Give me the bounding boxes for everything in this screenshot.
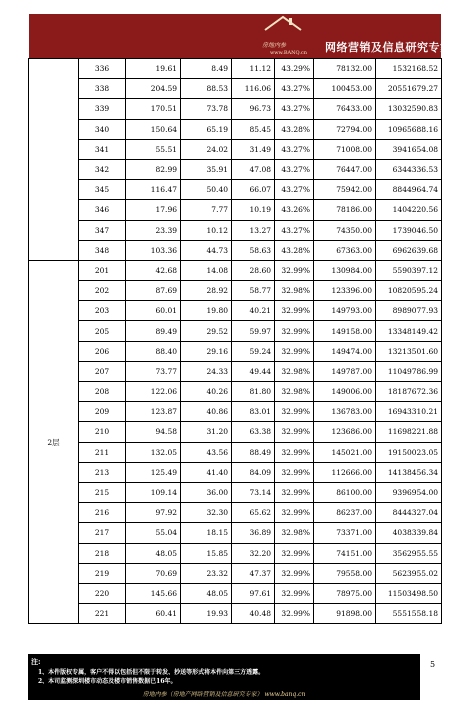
total-area-cell: 87.69 bbox=[126, 281, 181, 301]
total-price-cell: 11698221.88 bbox=[376, 422, 442, 442]
unit-price-cell: 86237.00 bbox=[314, 503, 376, 523]
shared-area-cell: 43.56 bbox=[181, 442, 232, 462]
unit-price-cell: 136783.00 bbox=[314, 402, 376, 422]
inner-area-cell: 36.89 bbox=[232, 523, 275, 543]
footer-notes bbox=[28, 654, 420, 700]
share-ratio-cell: 32.99% bbox=[275, 563, 314, 583]
total-price-cell: 6344336.53 bbox=[376, 159, 442, 179]
shared-area-cell: 24.02 bbox=[181, 139, 232, 159]
total-area-cell: 70.69 bbox=[126, 563, 181, 583]
total-area-cell: 73.77 bbox=[126, 361, 181, 381]
total-price-cell: 13213501.60 bbox=[376, 341, 442, 361]
inner-area-cell: 84.09 bbox=[232, 462, 275, 482]
total-area-cell: 109.14 bbox=[126, 482, 181, 502]
unit-number-cell: 202 bbox=[79, 281, 126, 301]
unit-price-cell: 79558.00 bbox=[314, 563, 376, 583]
floor-cell bbox=[29, 59, 79, 261]
total-price-cell: 10965688.16 bbox=[376, 119, 442, 139]
unit-price-cell: 78132.00 bbox=[314, 59, 376, 79]
unit-number-cell: 341 bbox=[79, 139, 126, 159]
total-price-cell: 8989077.93 bbox=[376, 301, 442, 321]
unit-price-cell: 76447.00 bbox=[314, 159, 376, 179]
total-price-cell: 19150023.05 bbox=[376, 442, 442, 462]
table-row bbox=[29, 220, 442, 240]
shared-area-cell: 29.16 bbox=[181, 341, 232, 361]
unit-number-cell: 218 bbox=[79, 543, 126, 563]
table-row bbox=[29, 462, 442, 482]
unit-price-cell: 112666.00 bbox=[314, 462, 376, 482]
total-price-cell: 11049786.99 bbox=[376, 361, 442, 381]
shared-area-cell: 28.92 bbox=[181, 281, 232, 301]
unit-price-cell: 123686.00 bbox=[314, 422, 376, 442]
total-price-cell: 1532168.52 bbox=[376, 59, 442, 79]
share-ratio-cell: 32.99% bbox=[275, 321, 314, 341]
table-row bbox=[29, 260, 442, 280]
unit-price-cell: 100453.00 bbox=[314, 79, 376, 99]
unit-number-cell: 342 bbox=[79, 159, 126, 179]
total-price-cell: 3941654.08 bbox=[376, 139, 442, 159]
table-row bbox=[29, 442, 442, 462]
inner-area-cell: 40.21 bbox=[232, 301, 275, 321]
total-price-cell: 5551558.18 bbox=[376, 604, 442, 624]
inner-area-cell: 96.73 bbox=[232, 99, 275, 119]
share-ratio-cell: 32.99% bbox=[275, 442, 314, 462]
table-row bbox=[29, 99, 442, 119]
total-price-cell: 13348149.42 bbox=[376, 321, 442, 341]
unit-number-cell: 208 bbox=[79, 382, 126, 402]
shared-area-cell: 19.93 bbox=[181, 604, 232, 624]
note-line-2: 2、本司监测深圳楼市动态及楼市销售数据已16年。 bbox=[38, 678, 177, 685]
table-row bbox=[29, 59, 442, 79]
inner-area-cell: 13.27 bbox=[232, 220, 275, 240]
total-price-cell: 20551679.27 bbox=[376, 79, 442, 99]
total-area-cell: 89.49 bbox=[126, 321, 181, 341]
share-ratio-cell: 32.99% bbox=[275, 462, 314, 482]
unit-price-cell: 145021.00 bbox=[314, 442, 376, 462]
table-row bbox=[29, 240, 442, 260]
unit-price-cell: 74151.00 bbox=[314, 543, 376, 563]
footer-brand: 房地内参（房地产网络营销及信息研究专家） www.banq.cn bbox=[142, 691, 306, 698]
unit-price-cell: 71008.00 bbox=[314, 139, 376, 159]
page-number: 5 bbox=[430, 660, 436, 669]
inner-area-cell: 47.08 bbox=[232, 159, 275, 179]
table-row bbox=[29, 79, 442, 99]
total-area-cell: 88.40 bbox=[126, 341, 181, 361]
table-row bbox=[29, 159, 442, 179]
total-price-cell: 4038339.84 bbox=[376, 523, 442, 543]
total-area-cell: 145.66 bbox=[126, 583, 181, 603]
shared-area-cell: 8.49 bbox=[181, 59, 232, 79]
shared-area-cell: 18.15 bbox=[181, 523, 232, 543]
share-ratio-cell: 32.99% bbox=[275, 260, 314, 280]
share-ratio-cell: 32.99% bbox=[275, 402, 314, 422]
unit-number-cell: 345 bbox=[79, 180, 126, 200]
total-price-cell: 13032590.83 bbox=[376, 99, 442, 119]
share-ratio-cell: 43.28% bbox=[275, 119, 314, 139]
total-price-cell: 11503498.50 bbox=[376, 583, 442, 603]
inner-area-cell: 59.97 bbox=[232, 321, 275, 341]
unit-number-cell: 217 bbox=[79, 523, 126, 543]
total-price-cell: 8444327.04 bbox=[376, 503, 442, 523]
shared-area-cell: 35.91 bbox=[181, 159, 232, 179]
shared-area-cell: 32.30 bbox=[181, 503, 232, 523]
note-line-1: 1、本件版权专属，客户不得以包括但不限于转发、抄送等形式将本件向第三方透露。 bbox=[38, 669, 265, 676]
inner-area-cell: 47.37 bbox=[232, 563, 275, 583]
unit-number-cell: 219 bbox=[79, 563, 126, 583]
unit-number-cell: 205 bbox=[79, 321, 126, 341]
table-row bbox=[29, 563, 442, 583]
share-ratio-cell: 43.26% bbox=[275, 200, 314, 220]
table-row bbox=[29, 281, 442, 301]
inner-area-cell: 59.24 bbox=[232, 341, 275, 361]
share-ratio-cell: 32.99% bbox=[275, 341, 314, 361]
shared-area-cell: 65.19 bbox=[181, 119, 232, 139]
unit-price-cell: 123396.00 bbox=[314, 281, 376, 301]
inner-area-cell: 32.20 bbox=[232, 543, 275, 563]
shared-area-cell: 44.73 bbox=[181, 240, 232, 260]
inner-area-cell: 116.06 bbox=[232, 79, 275, 99]
shared-area-cell: 10.12 bbox=[181, 220, 232, 240]
inner-area-cell: 66.07 bbox=[232, 180, 275, 200]
total-area-cell: 204.59 bbox=[126, 79, 181, 99]
table-row bbox=[29, 523, 442, 543]
shared-area-cell: 29.52 bbox=[181, 321, 232, 341]
share-ratio-cell: 32.99% bbox=[275, 422, 314, 442]
inner-area-cell: 63.38 bbox=[232, 422, 275, 442]
unit-number-cell: 215 bbox=[79, 482, 126, 502]
shared-area-cell: 15.85 bbox=[181, 543, 232, 563]
total-price-cell: 8844964.74 bbox=[376, 180, 442, 200]
unit-price-cell: 149006.00 bbox=[314, 382, 376, 402]
inner-area-cell: 49.44 bbox=[232, 361, 275, 381]
unit-number-cell: 209 bbox=[79, 402, 126, 422]
unit-number-cell: 203 bbox=[79, 301, 126, 321]
share-ratio-cell: 43.28% bbox=[275, 240, 314, 260]
unit-number-cell: 336 bbox=[79, 59, 126, 79]
total-price-cell: 5590397.12 bbox=[376, 260, 442, 280]
unit-price-cell: 149787.00 bbox=[314, 361, 376, 381]
table-row bbox=[29, 341, 442, 361]
unit-price-cell: 86100.00 bbox=[314, 482, 376, 502]
total-area-cell: 170.51 bbox=[126, 99, 181, 119]
table-row bbox=[29, 361, 442, 381]
share-ratio-cell: 43.29% bbox=[275, 59, 314, 79]
shared-area-cell: 50.40 bbox=[181, 180, 232, 200]
total-area-cell: 55.04 bbox=[126, 523, 181, 543]
table-row bbox=[29, 301, 442, 321]
total-area-cell: 122.06 bbox=[126, 382, 181, 402]
total-price-cell: 5623955.02 bbox=[376, 563, 442, 583]
note-label: 注: bbox=[31, 657, 41, 666]
unit-number-cell: 211 bbox=[79, 442, 126, 462]
shared-area-cell: 73.78 bbox=[181, 99, 232, 119]
shared-area-cell: 19.80 bbox=[181, 301, 232, 321]
share-ratio-cell: 32.99% bbox=[275, 301, 314, 321]
unit-number-cell: 210 bbox=[79, 422, 126, 442]
total-area-cell: 17.96 bbox=[126, 200, 181, 220]
share-ratio-cell: 32.98% bbox=[275, 382, 314, 402]
inner-area-cell: 97.61 bbox=[232, 583, 275, 603]
total-area-cell: 42.68 bbox=[126, 260, 181, 280]
total-area-cell: 123.87 bbox=[126, 402, 181, 422]
total-area-cell: 55.51 bbox=[126, 139, 181, 159]
unit-number-cell: 346 bbox=[79, 200, 126, 220]
share-ratio-cell: 43.27% bbox=[275, 139, 314, 159]
shared-area-cell: 14.08 bbox=[181, 260, 232, 280]
unit-price-cell: 78975.00 bbox=[314, 583, 376, 603]
inner-area-cell: 85.45 bbox=[232, 119, 275, 139]
unit-price-cell: 74350.00 bbox=[314, 220, 376, 240]
table-row bbox=[29, 402, 442, 422]
unit-price-cell: 76433.00 bbox=[314, 99, 376, 119]
table-row bbox=[29, 119, 442, 139]
total-area-cell: 48.05 bbox=[126, 543, 181, 563]
header-title: 网络营销及信息研究专家 bbox=[325, 41, 452, 54]
unit-price-cell: 149474.00 bbox=[314, 341, 376, 361]
total-area-cell: 60.41 bbox=[126, 604, 181, 624]
share-ratio-cell: 43.27% bbox=[275, 99, 314, 119]
total-area-cell: 19.61 bbox=[126, 59, 181, 79]
inner-area-cell: 83.01 bbox=[232, 402, 275, 422]
inner-area-cell: 31.49 bbox=[232, 139, 275, 159]
table-row bbox=[29, 180, 442, 200]
inner-area-cell: 81.80 bbox=[232, 382, 275, 402]
shared-area-cell: 31.20 bbox=[181, 422, 232, 442]
shared-area-cell: 88.53 bbox=[181, 79, 232, 99]
total-area-cell: 125.49 bbox=[126, 462, 181, 482]
logo-text: 房地内参 bbox=[262, 42, 287, 49]
share-ratio-cell: 32.98% bbox=[275, 523, 314, 543]
total-price-cell: 1739046.50 bbox=[376, 220, 442, 240]
total-price-cell: 14138456.34 bbox=[376, 462, 442, 482]
shared-area-cell: 23.32 bbox=[181, 563, 232, 583]
unit-price-cell: 130984.00 bbox=[314, 260, 376, 280]
shared-area-cell: 40.86 bbox=[181, 402, 232, 422]
total-area-cell: 94.58 bbox=[126, 422, 181, 442]
share-ratio-cell: 32.98% bbox=[275, 281, 314, 301]
header-banner bbox=[29, 14, 452, 58]
table-row bbox=[29, 382, 442, 402]
total-price-cell: 18187672.36 bbox=[376, 382, 442, 402]
unit-number-cell: 216 bbox=[79, 503, 126, 523]
share-ratio-cell: 32.99% bbox=[275, 583, 314, 603]
share-ratio-cell: 32.99% bbox=[275, 604, 314, 624]
unit-number-cell: 201 bbox=[79, 260, 126, 280]
unit-price-cell: 91898.00 bbox=[314, 604, 376, 624]
total-area-cell: 132.05 bbox=[126, 442, 181, 462]
unit-number-cell: 213 bbox=[79, 462, 126, 482]
share-ratio-cell: 32.99% bbox=[275, 503, 314, 523]
total-price-cell: 16943310.21 bbox=[376, 402, 442, 422]
total-area-cell: 23.39 bbox=[126, 220, 181, 240]
total-area-cell: 116.47 bbox=[126, 180, 181, 200]
table-row bbox=[29, 321, 442, 341]
total-price-cell: 3562955.55 bbox=[376, 543, 442, 563]
share-ratio-cell: 43.27% bbox=[275, 220, 314, 240]
shared-area-cell: 36.00 bbox=[181, 482, 232, 502]
sales-table bbox=[28, 58, 442, 624]
share-ratio-cell: 43.27% bbox=[275, 79, 314, 99]
unit-number-cell: 339 bbox=[79, 99, 126, 119]
inner-area-cell: 65.62 bbox=[232, 503, 275, 523]
inner-area-cell: 11.12 bbox=[232, 59, 275, 79]
total-area-cell: 103.36 bbox=[126, 240, 181, 260]
table-row bbox=[29, 482, 442, 502]
shared-area-cell: 48.05 bbox=[181, 583, 232, 603]
unit-number-cell: 221 bbox=[79, 604, 126, 624]
unit-price-cell: 149158.00 bbox=[314, 321, 376, 341]
unit-number-cell: 206 bbox=[79, 341, 126, 361]
total-area-cell: 60.01 bbox=[126, 301, 181, 321]
house-logo-icon bbox=[263, 15, 303, 37]
shared-area-cell: 7.77 bbox=[181, 200, 232, 220]
shared-area-cell: 40.26 bbox=[181, 382, 232, 402]
share-ratio-cell: 32.99% bbox=[275, 482, 314, 502]
unit-number-cell: 338 bbox=[79, 79, 126, 99]
total-area-cell: 97.92 bbox=[126, 503, 181, 523]
floor-cell: 2层 bbox=[29, 260, 79, 623]
unit-number-cell: 220 bbox=[79, 583, 126, 603]
share-ratio-cell: 32.99% bbox=[275, 543, 314, 563]
unit-number-cell: 348 bbox=[79, 240, 126, 260]
shared-area-cell: 41.40 bbox=[181, 462, 232, 482]
total-price-cell: 1404220.56 bbox=[376, 200, 442, 220]
shared-area-cell: 24.33 bbox=[181, 361, 232, 381]
table-row bbox=[29, 422, 442, 442]
logo-url: www.BANQ.cn bbox=[270, 50, 307, 56]
share-ratio-cell: 43.27% bbox=[275, 159, 314, 179]
unit-number-cell: 347 bbox=[79, 220, 126, 240]
inner-area-cell: 58.63 bbox=[232, 240, 275, 260]
unit-price-cell: 75942.00 bbox=[314, 180, 376, 200]
inner-area-cell: 28.60 bbox=[232, 260, 275, 280]
table-row bbox=[29, 503, 442, 523]
total-price-cell: 6962639.68 bbox=[376, 240, 442, 260]
total-price-cell: 9396954.00 bbox=[376, 482, 442, 502]
inner-area-cell: 73.14 bbox=[232, 482, 275, 502]
share-ratio-cell: 43.27% bbox=[275, 180, 314, 200]
table-row bbox=[29, 200, 442, 220]
inner-area-cell: 10.19 bbox=[232, 200, 275, 220]
total-price-cell: 10820595.24 bbox=[376, 281, 442, 301]
unit-number-cell: 340 bbox=[79, 119, 126, 139]
table-row bbox=[29, 604, 442, 624]
unit-price-cell: 67363.00 bbox=[314, 240, 376, 260]
inner-area-cell: 58.77 bbox=[232, 281, 275, 301]
unit-price-cell: 78186.00 bbox=[314, 200, 376, 220]
inner-area-cell: 40.48 bbox=[232, 604, 275, 624]
table-row bbox=[29, 543, 442, 563]
total-area-cell: 150.64 bbox=[126, 119, 181, 139]
table-row bbox=[29, 139, 442, 159]
inner-area-cell: 88.49 bbox=[232, 442, 275, 462]
unit-number-cell: 207 bbox=[79, 361, 126, 381]
table-row bbox=[29, 583, 442, 603]
share-ratio-cell: 32.98% bbox=[275, 361, 314, 381]
unit-price-cell: 72794.00 bbox=[314, 119, 376, 139]
unit-price-cell: 149793.00 bbox=[314, 301, 376, 321]
total-area-cell: 82.99 bbox=[126, 159, 181, 179]
unit-price-cell: 73371.00 bbox=[314, 523, 376, 543]
